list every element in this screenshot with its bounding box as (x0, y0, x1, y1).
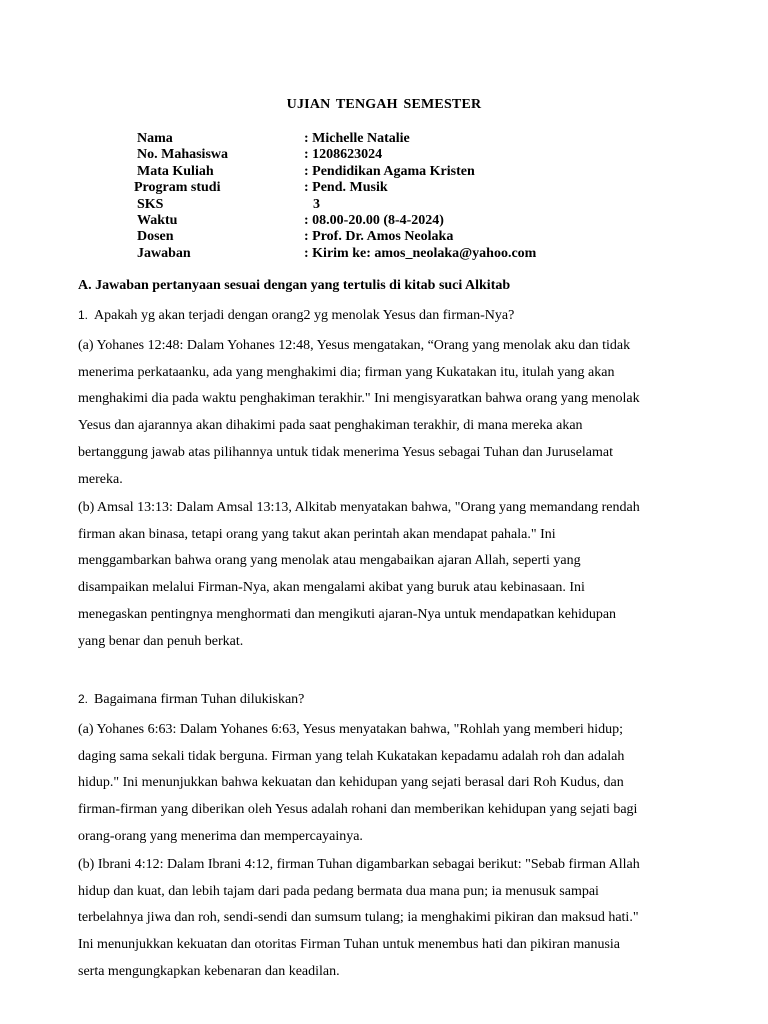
info-row-program-studi (0, 180, 768, 196)
info-label: Nama (137, 131, 173, 146)
paragraph-line: (b) Amsal 13:13: Dalam Amsal 13:13, Alkitab menyatakan bahwa, "Orang yang memandang rendah (78, 500, 640, 515)
answer-2a (78, 717, 637, 851)
paragraph-line: disampaikan melalui Firman-Nya, akan mengalami akibat yang buruk atau kebinasaan. Ini (78, 580, 585, 596)
paragraph-line: menghakimi dia pada waktu penghakiman terakhir." Ini mengisyaratkan bahwa orang yang menolak (78, 391, 640, 407)
info-value: : Prof. Dr. Amos Neolaka (304, 229, 454, 245)
info-label: Dosen (137, 229, 174, 245)
paragraph-line: firman akan binasa, tetapi orang yang takut akan perintah akan mendapat pahala." Ini (78, 526, 556, 542)
info-row-nama (0, 131, 768, 147)
question-number: 2. (78, 692, 89, 706)
info-label: Program studi (134, 180, 221, 196)
info-row-jawaban (0, 246, 768, 262)
info-value: : Michelle Natalie (304, 131, 410, 146)
student-info-table (0, 131, 768, 262)
info-label: Mata Kuliah (137, 163, 214, 179)
paragraph-line: menggambarkan bahwa orang yang menolak atau mengabaikan ajaran Allah, seperti yang (78, 553, 581, 569)
paragraph-line: bertanggung jawab atas pilihannya untuk tidak menerima Yesus sebagai Tuhan dan Juruselamat (78, 444, 614, 460)
paragraph-line: menerima perkataanku, ada yang menghakimi dia; firman yang Kukatakan itu, itulah yang akan (78, 364, 615, 380)
paragraph-line: hidup." Ini menunjukkan bahwa kekuatan dan kehidupan yang sejati berasal dari Roh Kudus, dan (78, 775, 624, 791)
info-value: : Pend. Musik (304, 180, 388, 196)
paragraph-line: orang-orang yang menerima dan mempercayainya. (78, 828, 363, 844)
paragraph-line: yang benar dan penuh berkat. (78, 633, 244, 649)
paragraph-line: Yesus dan ajarannya akan dihakimi pada saat penghakiman terakhir, di mana mereka akan (78, 418, 583, 434)
paragraph-line: hidup dan kuat, dan lebih tajam dari pada pedang bermata dua mana pun; ia menusuk sampai (78, 883, 599, 899)
info-row-waktu (0, 213, 768, 229)
info-value: 3 (313, 196, 320, 212)
paragraph-line: serta mengungkapkan kebenaran dan keadilan. (78, 963, 340, 979)
info-value: : Pendidikan Agama Kristen (304, 163, 475, 179)
info-row-mata-kuliah (0, 164, 768, 180)
info-row-sks (0, 197, 768, 213)
answer-1a (78, 333, 640, 493)
question-number: 1. (78, 308, 89, 322)
info-value: : 1208623024 (304, 147, 383, 163)
paragraph-line: (a) Yohanes 12:48: Dalam Yohanes 12:48, Yesus mengatakan, “Orang yang menolak aku dan tidak (78, 338, 631, 353)
paragraph-line: Ini menunjukkan kekuatan dan otoritas Firman Tuhan untuk menembus hati dan pikiran manusia (78, 937, 621, 953)
paragraph-line: menegaskan pentingnya menghormati dan mengikuti ajaran-Nya untuk mendapatkan kehidupan (78, 606, 617, 622)
question-text: Apakah yg akan terjadi dengan orang2 yg menolak Yesus dan firman-Nya? (94, 308, 515, 323)
answer-1b (78, 495, 640, 655)
info-label: SKS (137, 196, 164, 212)
question-2 (78, 692, 304, 708)
info-value: : 08.00-20.00 (8-4-2024) (304, 212, 444, 228)
info-value: : Kirim ke: amos_neolaka@yahoo.com (304, 245, 537, 261)
question-1 (78, 308, 514, 324)
info-label: Waktu (137, 212, 178, 228)
paragraph-line: (b) Ibrani 4:12: Dalam Ibrani 4:12, firman Tuhan digambarkan sebagai berikut: "Sebab firman Allah (78, 857, 640, 872)
info-label: Jawaban (137, 245, 191, 261)
paragraph-line: daging sama sekali tidak berguna. Firman yang telah Kukatakan kepadamu adalah roh dan adalah (78, 748, 625, 764)
paragraph-line: firman-firman yang diberikan oleh Yesus adalah rohani dan memberikan kehidupan yang sejati bagi (78, 802, 638, 818)
info-row-no-mahasiswa (0, 147, 768, 163)
section-heading: A. Jawaban pertanyaan sesuai dengan yang tertulis di kitab suci Alkitab (78, 278, 511, 293)
info-label: No. Mahasiswa (137, 147, 229, 163)
info-row-dosen (0, 229, 768, 245)
question-text: Bagaimana firman Tuhan dilukiskan? (94, 692, 305, 707)
page-title: UJIAN TENGAH SEMESTER (286, 97, 482, 112)
answer-2b (78, 852, 640, 986)
paragraph-line: mereka. (78, 471, 123, 487)
paragraph-line: terbelahnya jiwa dan roh, sendi-sendi dan sumsum tulang; ia menghakimi pikiran dan maksud hati." (78, 910, 639, 926)
paragraph-line: (a) Yohanes 6:63: Dalam Yohanes 6:63, Yesus menyatakan bahwa, "Rohlah yang memberi hidup; (78, 722, 624, 737)
